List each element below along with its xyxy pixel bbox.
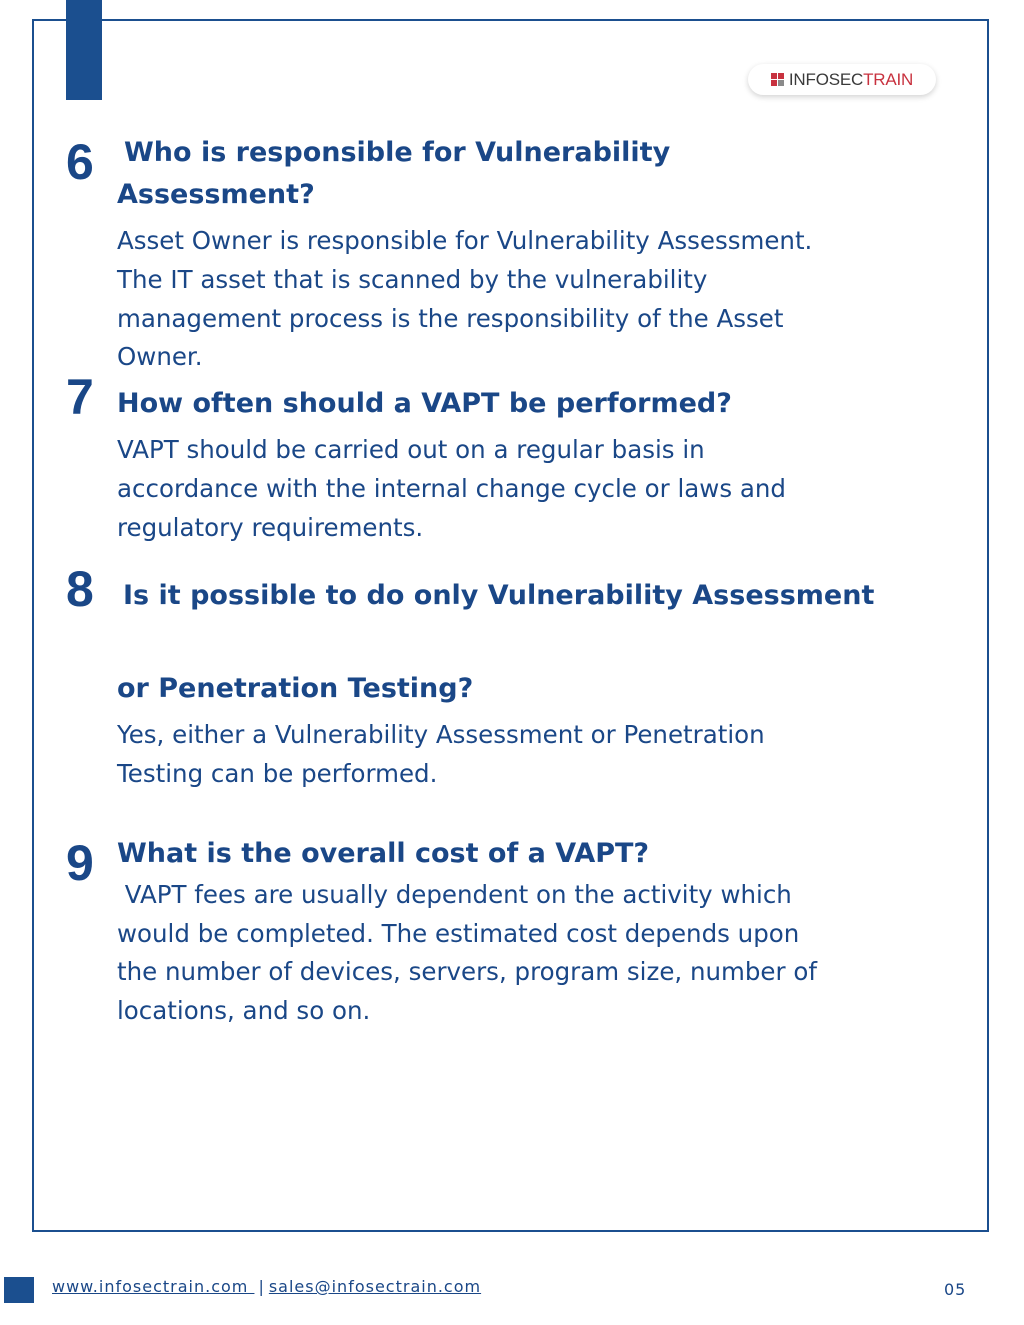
email-link[interactable]: sales@infosectrain.com — [268, 1277, 482, 1296]
page-number: 05 — [944, 1280, 967, 1299]
footer-separator: | — [258, 1277, 265, 1296]
footer-contact — [52, 1277, 481, 1296]
answer-line: Owner. — [117, 342, 203, 371]
answer-line: management process is the responsibility of the Asset — [117, 304, 784, 333]
answer-line: VAPT should be carried out on a regular basis in — [117, 435, 705, 464]
answer-line: accordance with the internal change cycle or laws and — [117, 474, 786, 503]
website-link[interactable]: www.infosectrain.com — [52, 1277, 255, 1296]
logo-icon — [771, 73, 784, 86]
question-heading-line: Is it possible to do only Vulnerability Assessment — [123, 580, 875, 611]
answer-line: would be completed. The estimated cost depends upon — [117, 919, 800, 948]
answer-line: VAPT fees are usually dependent on the activity which — [117, 880, 792, 909]
answer-line: locations, and so on. — [117, 996, 371, 1025]
question-heading-line: Who is responsible for Vulnerability — [124, 137, 671, 168]
question-heading-line: How often should a VAPT be performed? — [117, 388, 732, 419]
answer-line: Testing can be performed. — [117, 759, 438, 788]
question-heading-line: What is the overall cost of a VAPT? — [117, 838, 650, 869]
infosectrain-logo — [748, 64, 936, 95]
answer-line: regulatory requirements. — [117, 513, 424, 542]
footer-accent-square — [4, 1277, 34, 1303]
question-number: 7 — [66, 369, 94, 425]
answer-line: Yes, either a Vulnerability Assessment or Penetration — [117, 720, 765, 749]
answer-line: The IT asset that is scanned by the vulnerability — [117, 265, 708, 294]
top-accent-bar — [66, 0, 102, 100]
question-number: 8 — [66, 561, 94, 617]
question-heading-line: or Penetration Testing? — [117, 673, 474, 704]
answer-line: Asset Owner is responsible for Vulnerability Assessment. — [117, 226, 813, 255]
question-heading-line: Assessment? — [117, 179, 315, 210]
question-number: 6 — [66, 134, 94, 190]
question-number: 9 — [66, 835, 94, 891]
logo-text: INFOSECTRAIN — [788, 69, 914, 89]
answer-line: the number of devices, servers, program size, number of — [117, 957, 817, 986]
